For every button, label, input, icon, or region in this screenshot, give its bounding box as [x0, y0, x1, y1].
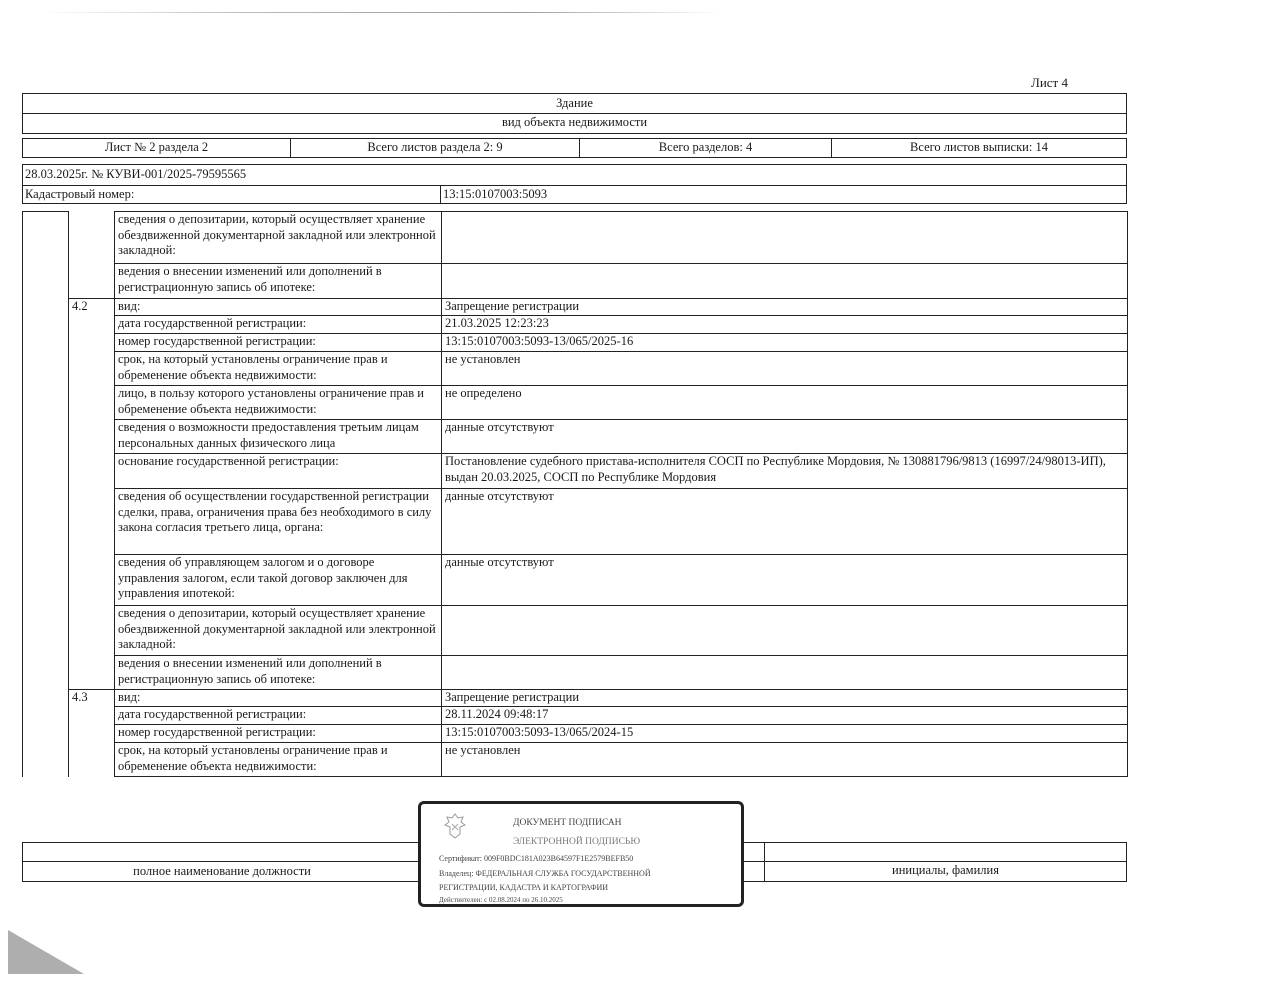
table-row [23, 489, 1128, 555]
margin-cell [23, 212, 69, 264]
object-type: Здание [556, 96, 593, 110]
field-label-cell: лицо, в пользу которого установлены ограничение прав и обременение объекта недвижимости: [115, 386, 442, 420]
table-row [23, 334, 1128, 352]
margin-cell [23, 707, 69, 725]
field-value-cell [442, 606, 1128, 656]
item-number-cell [69, 656, 115, 690]
total-section-sheets: Всего листов раздела 2: 9 [291, 139, 580, 157]
field-value-cell: Запрещение регистрации [442, 299, 1128, 316]
margin-cell [23, 352, 69, 386]
field-value-cell: 21.03.2025 12:23:23 [442, 316, 1128, 334]
page-corner-fold-icon [8, 930, 88, 978]
item-number-cell [69, 264, 115, 299]
item-number-cell [69, 606, 115, 656]
item-number-cell [69, 334, 115, 352]
field-label-cell: основание государственной регистрации: [115, 454, 442, 489]
field-label-cell: вид: [115, 299, 442, 316]
field-label-cell: дата государственной регистрации: [115, 707, 442, 725]
table-row [23, 555, 1128, 606]
e-signature-stamp [418, 801, 744, 907]
table-row [23, 656, 1128, 690]
margin-cell [23, 656, 69, 690]
field-label-cell: номер государственной регистрации: [115, 334, 442, 352]
field-value-cell: данные отсутствуют [442, 420, 1128, 454]
margin-cell [23, 264, 69, 299]
field-label-cell: сведения о депозитарии, который осуществляет хранение обездвиженной документарной закладной или электронной закладной: [115, 212, 442, 264]
table-row [23, 386, 1128, 420]
field-value-cell: 28.11.2024 09:48:17 [442, 707, 1128, 725]
item-number-cell [69, 743, 115, 777]
object-type-box [22, 93, 1127, 134]
field-value-cell: Запрещение регистрации [442, 690, 1128, 707]
total-sections: Всего разделов: 4 [580, 139, 832, 157]
item-number-cell [69, 316, 115, 334]
field-label-cell: дата государственной регистрации: [115, 316, 442, 334]
field-label-cell: срок, на который установлены ограничение прав и обременение объекта недвижимости: [115, 743, 442, 777]
margin-cell [23, 743, 69, 777]
field-value-cell: не определено [442, 386, 1128, 420]
stamp-owner-1: Владелец: ФЕДЕРАЛЬНАЯ СЛУЖБА ГОСУДАРСТВЕННОЙ [439, 869, 651, 878]
position-caption: полное наименование должности [133, 864, 311, 878]
stamp-title-1: ДОКУМЕНТ ПОДПИСАН [513, 818, 622, 828]
field-label-cell: вид: [115, 690, 442, 707]
table-row [23, 264, 1128, 299]
table-row [23, 316, 1128, 334]
sheet-counters-row [22, 138, 1127, 158]
stamp-certificate: Сертификат: 009F0BDC181A023B64597F1E2579BEFB50 [439, 854, 634, 863]
cadastral-value: 13:15:0107003:5093 [443, 187, 548, 201]
table-row [23, 606, 1128, 656]
item-number-cell [69, 212, 115, 264]
table-row [23, 420, 1128, 454]
field-value-cell [442, 212, 1128, 264]
item-number-cell [69, 707, 115, 725]
sheet-of-section: Лист № 2 раздела 2 [23, 139, 291, 157]
field-label-cell: сведения о депозитарии, который осуществляет хранение обездвиженной документарной закладной или электронной закладной: [115, 606, 442, 656]
sheet-number: Лист 4 [1031, 75, 1068, 90]
margin-cell [23, 454, 69, 489]
item-number-cell [69, 386, 115, 420]
scan-edge-line [40, 12, 720, 13]
extract-id-box [22, 164, 1127, 204]
margin-cell [23, 420, 69, 454]
field-value-cell [442, 264, 1128, 299]
item-number-cell [69, 420, 115, 454]
stamp-owner-2: РЕГИСТРАЦИИ, КАДАСТРА И КАРТОГРАФИИ [439, 883, 609, 892]
table-row [23, 299, 1128, 316]
field-label-cell: срок, на который установлены ограничение прав и обременение объекта недвижимости: [115, 352, 442, 386]
margin-cell [23, 299, 69, 316]
item-number-cell: 4.3 [69, 690, 115, 707]
margin-cell [23, 555, 69, 606]
field-value-cell: не установлен [442, 352, 1128, 386]
encumbrance-table [22, 211, 1128, 777]
field-value-cell: данные отсутствуют [442, 555, 1128, 606]
item-number-cell [69, 725, 115, 743]
table-row [23, 707, 1128, 725]
field-value-cell: данные отсутствуют [442, 489, 1128, 555]
margin-cell [23, 316, 69, 334]
cadastral-label: Кадастровый номер: [25, 187, 135, 201]
table-row [23, 212, 1128, 264]
field-value-cell: не установлен [442, 743, 1128, 777]
item-number-cell [69, 454, 115, 489]
table-row [23, 743, 1128, 777]
item-number-cell: 4.2 [69, 299, 115, 316]
field-label-cell: ведения о внесении изменений или дополнений в регистрационную запись об ипотеке: [115, 656, 442, 690]
total-extract-sheets: Всего листов выписки: 14 [910, 140, 1048, 154]
name-caption: инициалы, фамилия [892, 863, 999, 877]
margin-cell [23, 606, 69, 656]
table-row [23, 352, 1128, 386]
item-number-cell [69, 489, 115, 555]
extract-date-number: 28.03.2025г. № КУВИ-001/2025-79595565 [25, 167, 247, 181]
field-value-cell [442, 656, 1128, 690]
margin-cell [23, 386, 69, 420]
field-label-cell: номер государственной регистрации: [115, 725, 442, 743]
margin-cell [23, 489, 69, 555]
table-row [23, 725, 1128, 743]
eagle-emblem-icon [443, 812, 467, 840]
table-row [23, 454, 1128, 489]
field-label-cell: сведения о возможности предоставления третьим лицам персональных данных физического лица [115, 420, 442, 454]
margin-cell [23, 334, 69, 352]
field-label-cell: сведения об управляющем залогом и о договоре управления залогом, если такой договор заключен для управления ипотекой: [115, 555, 442, 606]
object-type-caption: вид объекта недвижимости [501, 115, 648, 129]
field-value-cell: Постановление судебного пристава-исполнителя СОСП по Республике Мордовия, № 130881796/9813 (16997/24/98013-ИП), выдан 20.03.2025, СОСП по Республике Мордовия [442, 454, 1128, 489]
field-value-cell: 13:15:0107003:5093-13/065/2024-15 [442, 725, 1128, 743]
field-value-cell: 13:15:0107003:5093-13/065/2025-16 [442, 334, 1128, 352]
stamp-validity: Действителен: с 02.08.2024 по 26.10.2025 [439, 896, 563, 904]
table-row [23, 690, 1128, 707]
item-number-cell [69, 555, 115, 606]
margin-cell [23, 690, 69, 707]
field-label-cell: ведения о внесении изменений или дополнений в регистрационную запись об ипотеке: [115, 264, 442, 299]
field-label-cell: сведения об осуществлении государственной регистрации сделки, права, ограничения права без необходимого в силу закона согласия третьего лица, органа: [115, 489, 442, 555]
margin-cell [23, 725, 69, 743]
stamp-title-2: ЭЛЕКТРОННОЙ ПОДПИСЬЮ [513, 837, 641, 847]
item-number-cell [69, 352, 115, 386]
